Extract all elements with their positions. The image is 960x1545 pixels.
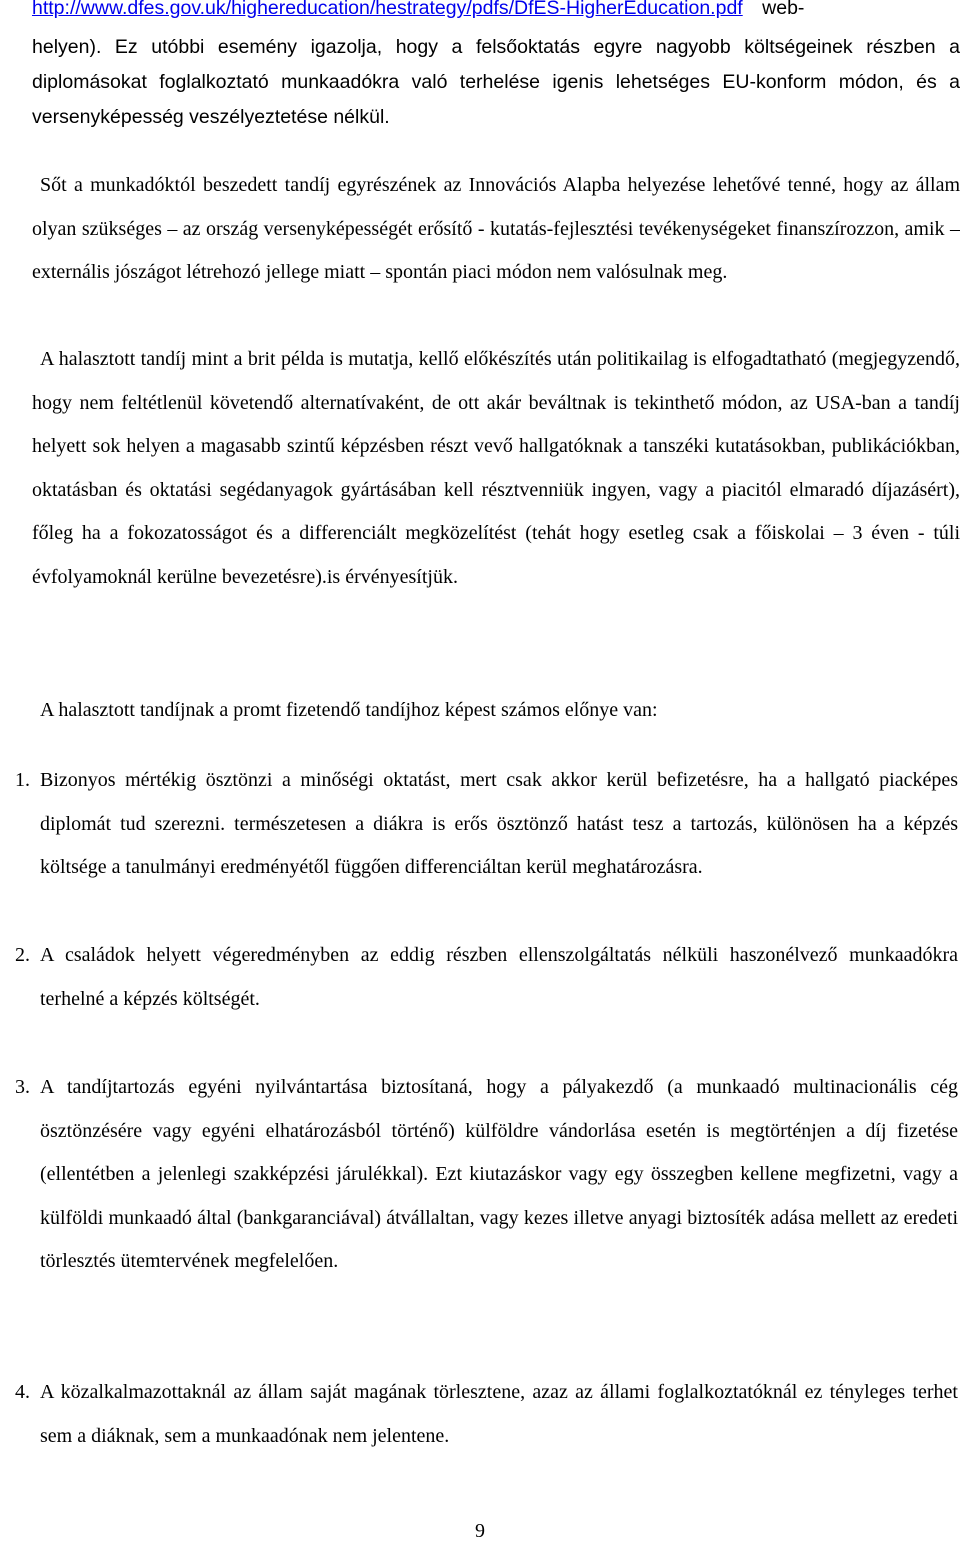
link-trailing-text: web- — [762, 0, 805, 19]
list-item-number: 3. — [15, 1076, 30, 1098]
continuation-paragraph: helyen). Ez utóbbi esemény igazolja, hogy a felsőoktatás egyre nagyobb költségeinek részben a diplomásokat foglalkoztató munkaadókra való terhelése igenis lehetséges EU-konform módon, és a versenyképesség veszélyeztetése nélkül. — [32, 36, 960, 128]
paragraph-deferred-fee — [32, 338, 960, 599]
list-item-text: A tandíjtartozás egyéni nyilvántartása biztosítaná, hogy a pályakezdő (a munkaadó multinacionális cég ösztönzésére vagy egyéni elhatározásból történő) külföldre vándorlása esetén is megtörténjen a díj fizetése (ellentétben a jelenlegi szakképzési járulékkal). Ezt kiutazáskor vagy egy összegben kellene megfizetni, vagy a külföldi munkaadó által (bankgaranciával) átvállaltan, vagy kezes illetve anyagi biztosíték adása mellett az eredeti törlesztés ütemtervének megfelelően. — [40, 1076, 958, 1272]
list-item-number: 2. — [15, 944, 30, 966]
list-intro: A halasztott tandíjnak a promt fizetendő tandíjhoz képest számos előnye van: — [40, 699, 658, 721]
page-number: 9 — [475, 1520, 485, 1542]
list-item-number: 1. — [15, 769, 30, 791]
paragraph-text: Sőt a munkadóktól beszedett tandíj egyrészének az Innovációs Alapba helyezése lehetővé tenné, hogy az állam olyan szükséges – az ország versenyképességét erősítő - kutatás-fejlesztési tevékenységeket finanszírozzon, amik – externális jószágot létrehozó jellege miatt – spontán piaci módon nem valósulnak meg. — [32, 174, 960, 283]
list-item-text: Bizonyos mértékig ösztönzi a minőségi oktatást, mert csak akkor kerül befizetésre, ha a hallgató piacképes diplomát tud szerezni. természetesen a diákra is erős ösztönző hatást tesz a tartozás, különösen ha a képzés költsége a tanulmányi eredményétől függően differenciáltan kerül meghatározásra. — [40, 769, 958, 878]
list-item-number: 4. — [15, 1381, 30, 1403]
paragraph-text: A halasztott tandíj mint a brit példa is mutatja, kellő előkészítés után politikailag is elfogadtatható (megjegyzendő, hogy nem feltétlenül követendő alternatívaként, de ott akár beváltnak is tekinthető módon, az USA-ban a tandíj helyett sok helyen a magasabb szintű képzésben részt vevő hallgatóknak a tanszéki kutatásokban, publikációkban, oktatásban és oktatási segédanyagok gyártásában kell résztvenniük ingyen, vagy a piacitól elmaradó díjazásért), főleg ha a fokozatosságot és a differenciált megközelítést (tehát hogy esetleg csak a főiskolai – 3 éven - túli évfolyamoknál kerülne bevezetésre).is érvényesítjük. — [32, 348, 960, 588]
list-item-text: A családok helyett végeredményben az eddig részben ellenszolgáltatás nélküli haszonélvező munkaadókra terhelné a képzés költségét. — [40, 944, 958, 1010]
list-item-text: A közalkalmazottaknál az állam saját magának törlesztene, azaz az állami foglalkoztatóknál ez tényleges terhet sem a diáknak, sem a munkaadónak nem jelentene. — [40, 1381, 958, 1447]
header-line — [32, 0, 960, 22]
paragraph-innovation-fund — [32, 164, 960, 295]
source-link[interactable]: http://www.dfes.gov.uk/highereducation/hestrategy/pdfs/DfES-HigherEducation.pdf — [32, 0, 743, 19]
